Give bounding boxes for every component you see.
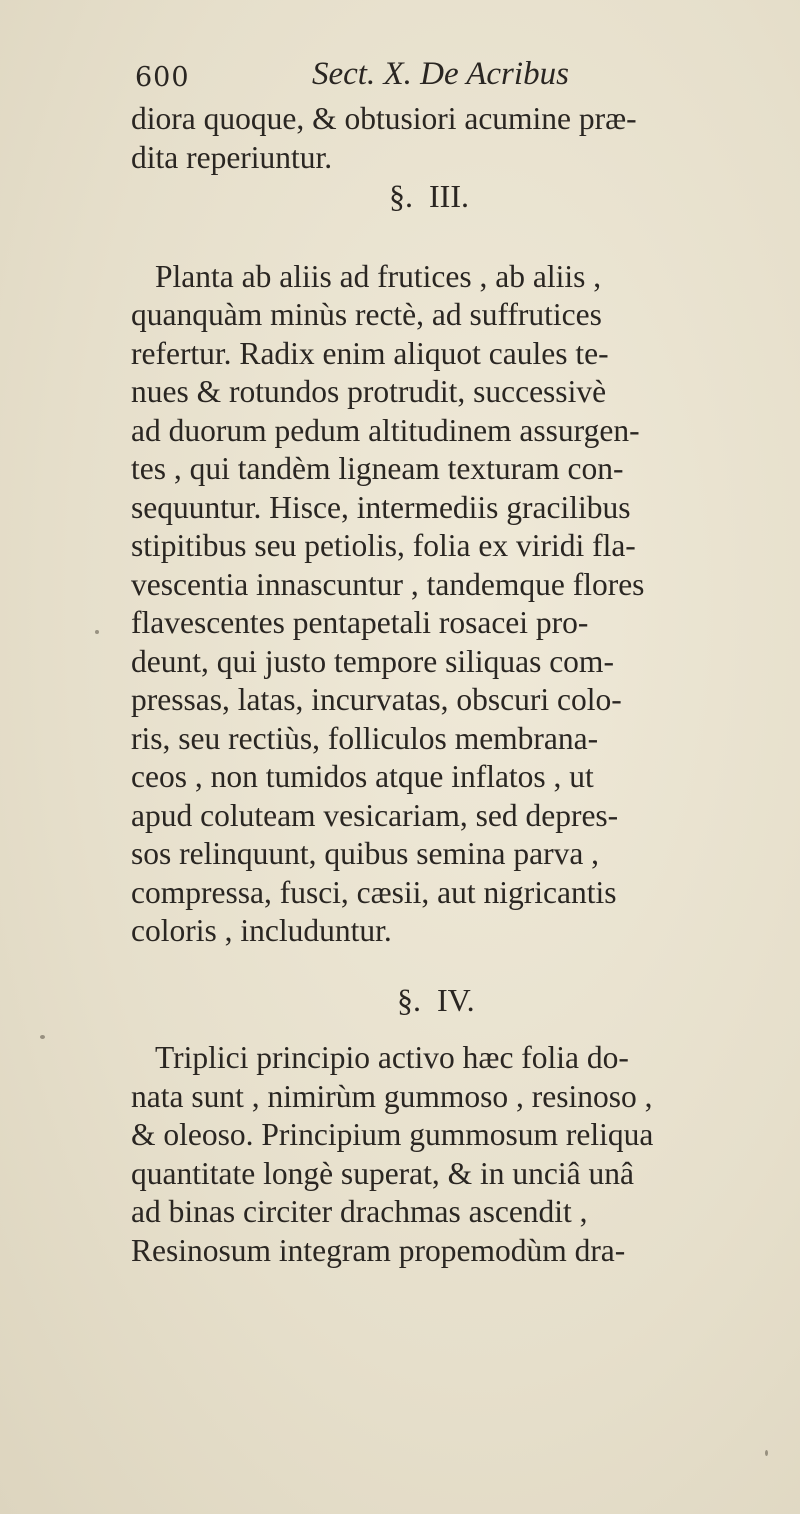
- text-line: compressa, fusci, cæsii, aut nigricantis: [131, 874, 617, 910]
- text-line: sos relinquunt, quibus semina parva ,: [131, 836, 600, 871]
- section-heading: §. III.: [389, 178, 469, 214]
- body-text: [131, 100, 791, 1270]
- text-line: Resinosum integram propemodùm dra-: [131, 1232, 626, 1268]
- text-line: refertur. Radix enim aliquot caules te-: [131, 335, 609, 371]
- text-line: apud coluteam vesicariam, sed depres-: [131, 797, 619, 833]
- text-line: vescentia innascuntur , tandemque flores: [131, 566, 645, 602]
- running-head: Sect. X. De Acribus: [312, 56, 569, 92]
- page-header: [135, 56, 735, 102]
- text-line: flavescentes pentapetali rosacei pro-: [131, 605, 589, 640]
- text-line: pressas, latas, incurvatas, obscuri colo-: [131, 682, 622, 717]
- text-line: coloris , includuntur.: [131, 913, 392, 948]
- text-line: tes , qui tandèm ligneam texturam con-: [131, 451, 624, 486]
- text-line: nues & rotundos protrudit, successivè: [131, 374, 607, 409]
- text-line: ad binas circiter drachmas ascendit ,: [131, 1194, 588, 1229]
- text-line: stipitibus seu petiolis, folia ex viridi fla-: [131, 528, 636, 563]
- text-line: ris, seu rectiùs, folliculos membrana-: [131, 720, 599, 756]
- paper-speck: [40, 1035, 45, 1039]
- paper-speck: [95, 630, 99, 634]
- page-number: 600: [135, 62, 190, 93]
- text-line: ad duorum pedum altitudinem assurgen-: [131, 412, 640, 448]
- text-line: & oleoso. Principium gummosum reliqua: [131, 1117, 654, 1152]
- text-line: deunt, qui justo tempore siliquas com-: [131, 643, 614, 679]
- paper-speck: [765, 1450, 768, 1456]
- text-line: ceos , non tumidos atque inflatos , ut: [131, 759, 594, 794]
- text-line: diora quoque, & obtusiori acumine præ-: [131, 101, 637, 136]
- text-line: nata sunt , nimirùm gummoso , resinoso ,: [131, 1078, 653, 1114]
- section-heading: §. IV.: [397, 981, 475, 1018]
- text-line: quanquàm minùs rectè, ad suffrutices: [131, 297, 602, 332]
- text-line: Triplici principio activo hæc folia do-: [155, 1040, 629, 1075]
- text-line: sequuntur. Hisce, intermediis gracilibus: [131, 489, 631, 525]
- text-line: Planta ab aliis ad frutices , ab aliis ,: [155, 258, 602, 294]
- text-line: quantitate longè superat, & in unciâ unâ: [131, 1155, 634, 1191]
- text-line: dita reperiuntur.: [131, 139, 333, 175]
